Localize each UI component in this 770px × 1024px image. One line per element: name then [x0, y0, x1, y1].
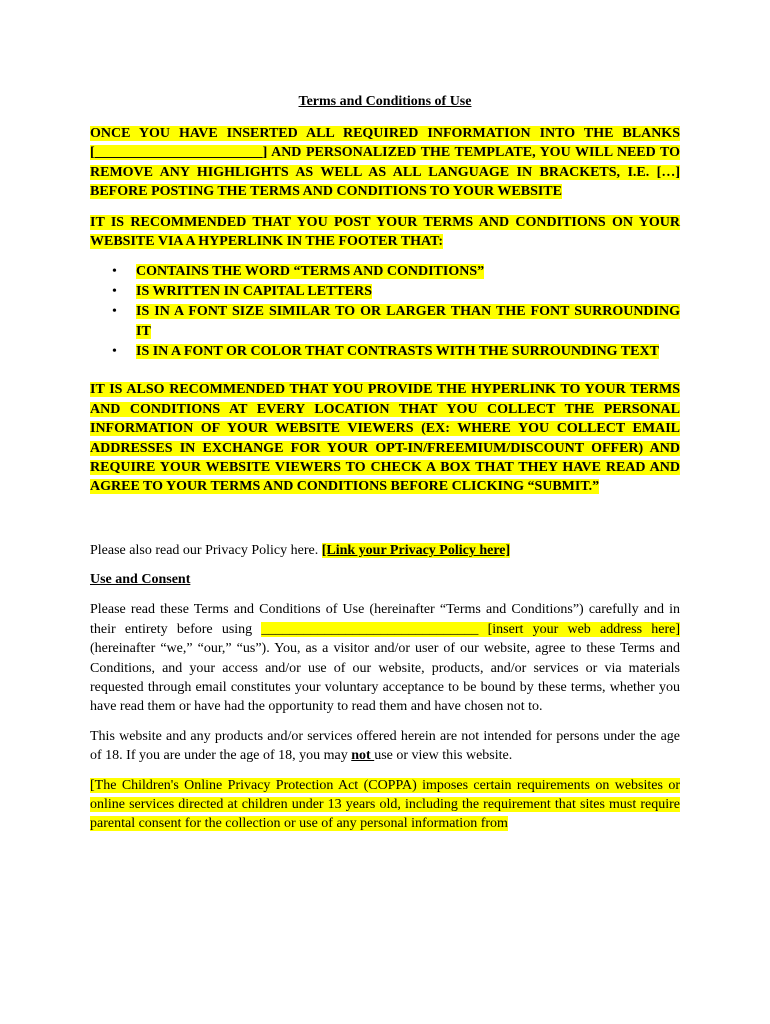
document-title: Terms and Conditions of Use: [298, 94, 472, 109]
use-consent-heading: Use and Consent: [90, 572, 191, 588]
document-page: [90, 92, 680, 844]
paragraph-text: (hereinafter “we,” “our,” “us”). You, as a visitor and/or user of our website, agree to these Terms and Conditions, and your access and/or use of our website, products, and/or services or via materials requested through email constitutes your voluntary acceptance to be bound by these terms, whether you have read them or have had the opportunity to read them and have chosen not to.: [90, 641, 680, 715]
not-emphasis: not: [351, 748, 375, 764]
notice1-trail: ] AND PERSONALIZED THE TEMPLATE, YOU WILL NEED TO REMOVE ANY HIGHLIGHTS AS WELL AS ALL LANGUAGE IN BRACKETS, I.E. […] BEFORE POSTING THE TERMS AND CONDITIONS TO YOUR WEBSITE: [90, 145, 680, 200]
privacy-text: Please also read our Privacy Policy here.: [90, 542, 322, 558]
notice-footer-hyperlink: [90, 213, 680, 252]
web-address-blank: _______________________________ [insert your web address here]: [261, 621, 680, 637]
use-consent-paragraph: [90, 600, 680, 716]
list-item: • IS WRITTEN IN CAPITAL LETTERS: [136, 282, 680, 302]
privacy-policy-link[interactable]: [Link your Privacy Policy here]: [321, 542, 511, 558]
coppa-text: [The Children's Online Privacy Protection Act (COPPA) imposes certain requirements on websites or online services directed at children under 13 years old, including the requirement that sites must require parental consent for the collection or use of any personal information from: [90, 777, 680, 832]
recommendation-list: [90, 262, 680, 362]
notice-remove-highlights: [90, 124, 680, 202]
list-item: • CONTAINS THE WORD “TERMS AND CONDITIONS”: [136, 262, 680, 282]
age-restriction-paragraph: [90, 727, 680, 766]
coppa-paragraph: [90, 776, 680, 834]
paragraph-text: use or view this website.: [374, 748, 513, 764]
paragraph-text: Please read these Terms and Conditions of Use (hereinafter “Terms and Conditions”) carefully and in their entirety before using: [90, 602, 680, 637]
notice3-text: IT IS ALSO RECOMMENDED THAT YOU PROVIDE THE HYPERLINK TO YOUR TERMS AND CONDITIONS AT EVERY LOCATION THAT YOU COLLECT THE PERSONAL INFORMATION OF YOUR WEBSITE VIEWERS (EX: WHERE YOU COLLECT EMAIL ADDRESSES IN EXCHANGE FOR YOUR OPT-IN/FREEMIUM/DISCOUNT OFFER) AND REQUIRE YOUR WEBSITE VIEWERS TO CHECK A BOX THAT THEY HAVE READ AND AGREE TO YOUR TERMS AND CONDITIONS BEFORE CLICKING “SUBMIT.”: [90, 382, 680, 495]
notice2-text: IT IS RECOMMENDED THAT YOU POST YOUR TERMS AND CONDITIONS ON YOUR WEBSITE VIA A HYPERLINK IN THE FOOTER THAT:: [90, 214, 680, 250]
list-item: • IS IN A FONT SIZE SIMILAR TO OR LARGER THAN THE FONT SURROUNDING IT: [112, 304, 680, 340]
list-item: • IS IN A FONT OR COLOR THAT CONTRASTS WITH THE SURROUNDING TEXT: [136, 342, 680, 362]
notice1-lead: ONCE YOU HAVE INSERTED ALL REQUIRED INFORMATION INTO THE BLANKS [: [90, 126, 680, 161]
bullet-icon: •: [112, 264, 117, 280]
bullet-icon: •: [112, 304, 117, 320]
bullet-icon: •: [112, 284, 117, 300]
notice1-blank: ________________________: [94, 145, 263, 161]
spacer: [90, 508, 680, 541]
privacy-line: [90, 541, 680, 560]
paragraph-text: This website and any products and/or services offered herein are not intended for persons under the age of 18. If you are under the age of 18, you may: [90, 728, 680, 764]
notice-collection-points: [90, 380, 680, 496]
bullet-icon: •: [112, 344, 117, 360]
